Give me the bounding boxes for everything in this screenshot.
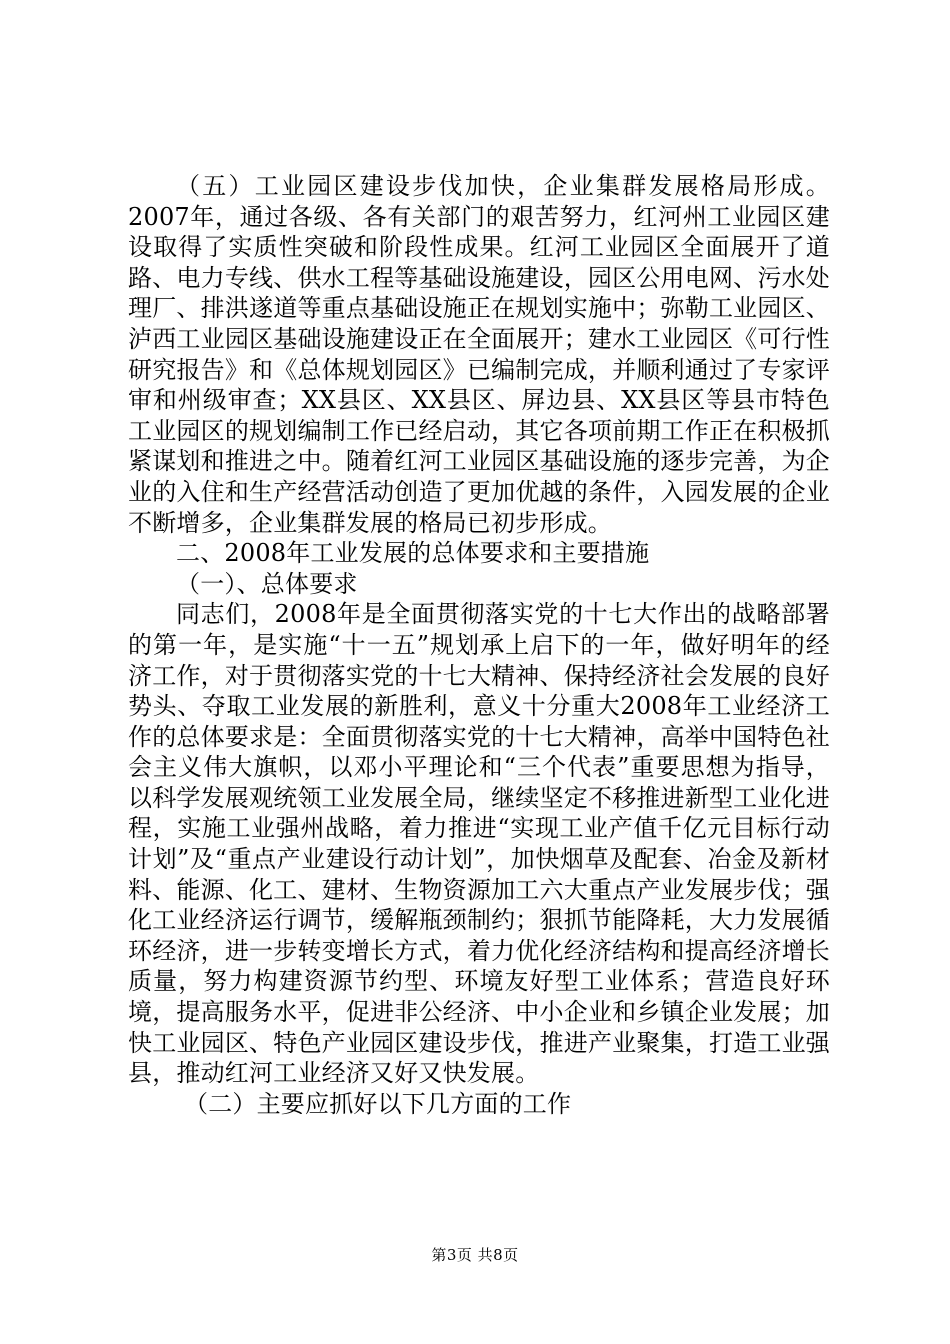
subsection-heading-overall-requirements: （一）、总体要求 [176,569,358,598]
subsection-heading-main-tasks: （二）主要应抓好以下几方面的工作 [184,1089,572,1118]
paragraph-industrial-parks: （五）工业园区建设步伐加快，企业集群发展格局形成。2007年，通过各级、各有关部门的艰苦努力，红河州工业园区建设取得了实质性突破和阶段性成果。红河工业园区全面展开了道路、电力专线、供水工程等基础设施建设，园区公用电网、污水处理厂、排洪遂道等重点基础设施正在规划实施中；弥勒工业园区、泸西工业园区基础设施建设正在全面展开；建水工业园区《可行性研究报告》和《总体规划园区》已编制完成，并顺利通过了专家评审和州级审查；XX县区、XX县区、屏边县、XX县区等县市特色工业园区的规划编制工作已经启动，其它各项前期工作正在积极抓紧谋划和推进之中。随着红河工业园区基础设施的逐步完善，为企业的入住和生产经营活动创造了更加优越的条件，入园发展的企业不断增多，企业集群发展的格局已初步形成。 [128,172,830,537]
paragraph-overall-requirements: 同志们，2008年是全面贯彻落实党的十七大作出的战略部署的第一年，是实施“十一五”规划承上启下的一年，做好明年的经济工作，对于贯彻落实党的十七大精神、保持经济社会发展的良好势头、夺取工业发展的新胜利，意义十分重大2008年工业经济工作的总体要求是：全面贯彻落实党的十七大精神，高举中国特色社会主义伟大旗帜，以邓小平理论和“三个代表”重要思想为指导，以科学发展观统领工业发展全局，继续坚定不移推进新型工业化进程，实施工业强州战略，着力推进“实现工业产值千亿元目标行动计划”及“重点产业建设行动计划”，加快烟草及配套、冶金及新材料、能源、化工、建材、生物资源加工六大重点产业发展步伐；强化工业经济运行调节，缓解瓶颈制约；狠抓节能降耗，大力发展循环经济，进一步转变增长方式，着力优化经济结构和提高经济增长质量，努力构建资源节约型、环境友好型工业体系；营造良好环境，提高服务水平，促进非公经济、中小企业和乡镇企业发展；加快工业园区、特色产业园区建设步伐，推进产业聚集，打造工业强县，推动红河工业经济又好又快发展。 [128,600,830,1088]
page-number-footer: 第3页 共8页 [431,1246,519,1264]
section-heading-2008-requirements: 二、2008年工业发展的总体要求和主要措施 [176,539,650,568]
document-body [128,171,830,1119]
